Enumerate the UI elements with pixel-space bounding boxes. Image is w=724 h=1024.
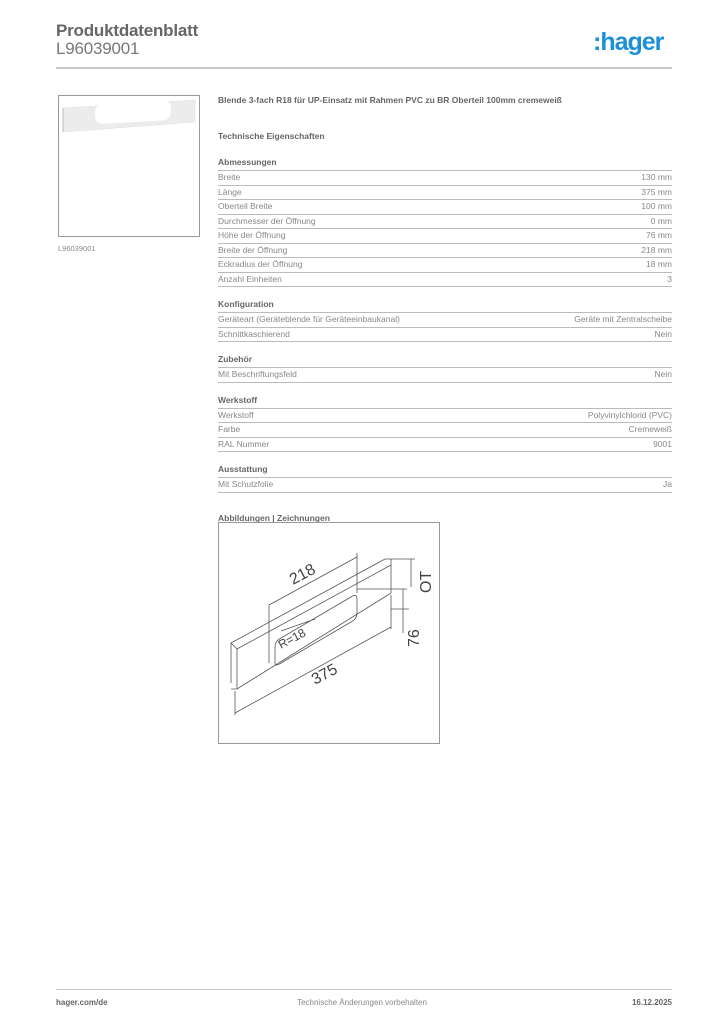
header-divider (56, 67, 672, 69)
row-value: 18 mm (646, 259, 672, 269)
group-ausstattung (218, 464, 672, 493)
footer-disclaimer: Technische Änderungen vorbehalten (297, 998, 427, 1007)
row-label: Werkstoff (218, 409, 254, 420)
hager-logo: :hager (593, 28, 664, 56)
page-title: Produktdatenblatt (56, 21, 199, 40)
row-value: 375 mm (641, 186, 672, 197)
row-value: Geräte mit Zentralscheibe (574, 314, 672, 324)
technical-drawing (218, 522, 440, 744)
row-label: Farbe (218, 424, 241, 434)
table-row (218, 368, 672, 383)
drawings-title: Abbildungen | Zeichnungen (218, 512, 330, 523)
dim-height-label: 76 (406, 629, 423, 647)
table-row (218, 186, 672, 201)
row-value: Nein (654, 369, 672, 379)
dim-top-label: OT (418, 570, 435, 593)
dim-length-label: 375 (308, 660, 341, 689)
thumbnail-caption: L96039001 (58, 244, 96, 253)
row-label: RAL Nummer (218, 438, 270, 449)
table-row (218, 258, 672, 273)
row-label: Geräteart (Geräteblende für Geräteeinbaukanal) (218, 314, 400, 324)
group-title: Abmessungen (218, 157, 672, 171)
row-value: 0 mm (650, 215, 672, 226)
group-title: Werkstoff (218, 395, 672, 409)
table-row (218, 328, 672, 343)
row-label: Durchmesser der Öffnung (218, 215, 316, 226)
row-label: Oberteil Breite (218, 201, 273, 211)
row-value: 218 mm (641, 244, 672, 255)
row-label: Mit Schutzfolie (218, 479, 274, 489)
product-title: Blende 3-fach R18 für UP-Einsatz mit Rahmen PVC zu BR Oberteil 100mm cremeweiß (218, 95, 562, 105)
row-label: Anzahl Einheiten (218, 273, 282, 284)
footer-divider (56, 989, 672, 990)
dim-radius-label: R=18 (275, 625, 309, 652)
cover-plate-image (59, 96, 199, 236)
group-title: Zubehör (218, 354, 672, 368)
row-value: 100 mm (641, 201, 672, 211)
product-details (218, 95, 672, 527)
row-value: Polyvinylchlorid (PVC) (587, 409, 672, 420)
dim-width-label: 218 (286, 560, 319, 589)
group-title: Ausstattung (218, 464, 672, 478)
row-value: 3 (667, 273, 672, 284)
row-value: 9001 (653, 438, 672, 449)
table-row (218, 313, 672, 328)
section-title: Technische Eigenschaften (218, 131, 325, 141)
table-row (218, 409, 672, 424)
article-number: L96039001 (56, 39, 140, 58)
row-label: Schnittkaschierend (218, 328, 290, 339)
group-werkstoff (218, 395, 672, 453)
row-label: Eckradius der Öffnung (218, 259, 303, 269)
row-label: Breite der Öffnung (218, 244, 288, 255)
group-zubehoer (218, 354, 672, 383)
table-row (218, 438, 672, 453)
table-row (218, 423, 672, 438)
row-label: Länge (218, 186, 242, 197)
group-konfiguration (218, 299, 672, 342)
row-value: 76 mm (646, 230, 672, 240)
row-value: Ja (663, 479, 672, 489)
table-row (218, 229, 672, 244)
table-row (218, 215, 672, 230)
dimension-drawing (219, 523, 439, 743)
table-row (218, 244, 672, 259)
product-thumbnail (58, 95, 200, 237)
row-label: Höhe der Öffnung (218, 230, 286, 240)
row-value: Nein (654, 328, 672, 339)
table-row (218, 273, 672, 288)
table-row (218, 171, 672, 186)
footer-website: hager.com/de (56, 998, 108, 1007)
group-title: Konfiguration (218, 299, 672, 313)
row-value: Cremeweiß (628, 424, 672, 434)
row-label: Mit Beschriftungsfeld (218, 369, 297, 379)
row-label: Breite (218, 172, 241, 182)
footer-date: 16.12.2025 (631, 998, 672, 1007)
group-abmessungen (218, 157, 672, 287)
table-row (218, 478, 672, 493)
row-value: 130 mm (641, 172, 672, 182)
table-row (218, 200, 672, 215)
